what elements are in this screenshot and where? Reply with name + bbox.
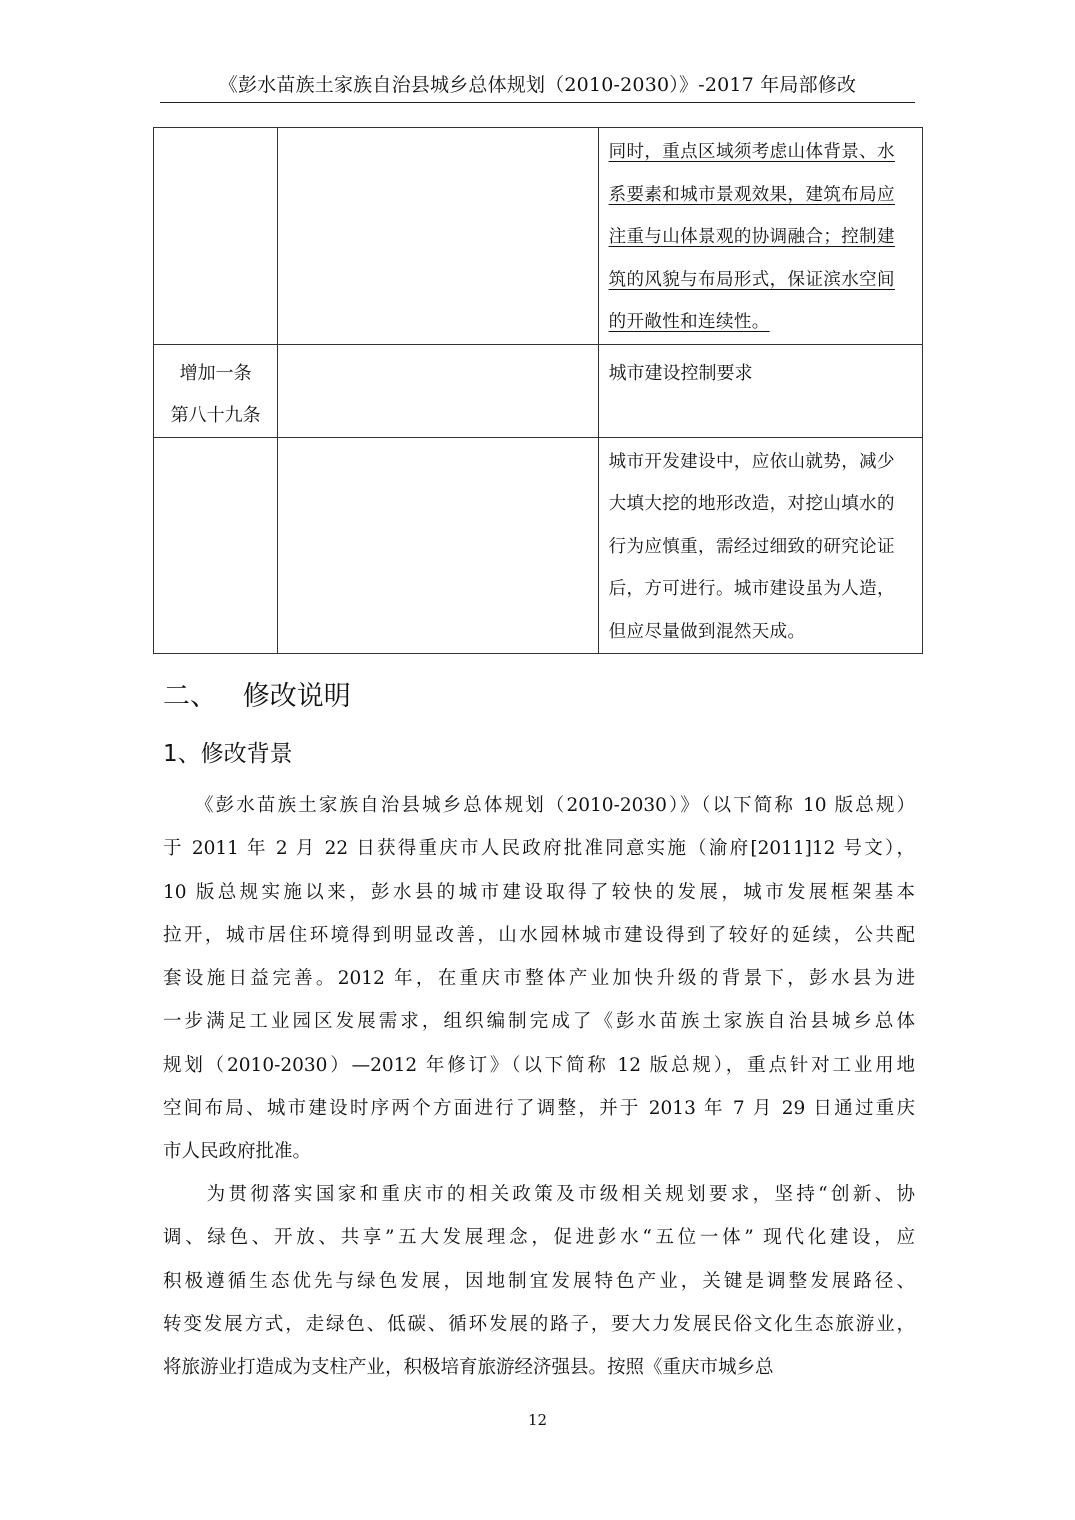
table-row xyxy=(154,437,923,654)
page-header: 《彭水苗族土家族自治县城乡总体规划（2010-2030）》-2017 年局部修改 xyxy=(218,74,857,96)
paragraph-line: 调、绿色、开放、共享”五大发展理念，促进彭水“五位一体” 现代化建设，应 xyxy=(163,1227,915,1249)
paragraph-line: 空间布局、城市建设时序两个方面进行了调整，并于 2013 年 7 月 29 日通过重庆 xyxy=(163,1098,915,1120)
table-cell-original xyxy=(278,437,598,654)
revised-line: 同时，重点区域须考虑山体背景、水 xyxy=(608,142,895,162)
table-row xyxy=(154,128,923,345)
article-line: 增加一条 xyxy=(179,362,252,384)
subsection-heading: 1、修改背景 xyxy=(163,741,293,767)
revised-line: 大填大挖的地形改造，对挖山填水的 xyxy=(608,494,895,514)
paragraph-line: 一步满足工业园区发展需求，组织编制完成了《彭水苗族土家族自治县城乡总体 xyxy=(163,1011,915,1033)
table-cell-article xyxy=(154,344,278,437)
header-rule xyxy=(160,102,915,103)
revised-text xyxy=(599,438,922,654)
revised-line: 筑的风貌与布局形式，保证滨水空间 xyxy=(608,269,895,290)
paragraph-line: 《彭水苗族土家族自治县城乡总体规划（2010-2030）》（以下简称 10 版总规） xyxy=(163,795,915,816)
revised-line: 的开敞性和连续性。 xyxy=(608,312,770,332)
paragraph-line: 10 版总规实施以来，彭水县的城市建设取得了较快的发展，城市发展框架基本 xyxy=(163,881,915,903)
paragraph-background xyxy=(163,784,915,1174)
paragraph-line: 市人民政府批准。 xyxy=(163,1141,312,1163)
revised-text xyxy=(599,128,922,344)
paragraph-line: 套设施日益完善。2012 年，在重庆市整体产业加快升级的背景下，彭水县为进 xyxy=(163,968,915,990)
section-heading: 二、 修改说明 xyxy=(163,681,351,712)
revised-line: 但应尽量做到混然天成。 xyxy=(608,621,806,642)
paragraph-line: 拉开，城市居住环境得到明显改善，山水园林城市建设得到了较好的延续，公共配 xyxy=(163,924,915,946)
revised-title: 城市建设控制要求 xyxy=(608,362,753,384)
revised-line: 注重与山体景观的协调融合；控制建 xyxy=(608,227,895,247)
page-number: 12 xyxy=(527,1411,548,1429)
table-cell-revised xyxy=(598,344,922,437)
table-cell-article xyxy=(154,128,278,345)
revised-line: 行为应慎重，需经过细致的研究论证 xyxy=(608,536,895,557)
amendment-table xyxy=(153,127,923,654)
paragraph-line: 积极遵循生态优先与绿色发展，因地制宜发展特色产业，关键是调整发展路径、 xyxy=(163,1270,915,1292)
paragraph-line: 规划（2010-2030）—2012 年修订》（以下简称 12 版总规），重点针对工业用地 xyxy=(163,1054,915,1076)
paragraph-line: 将旅游业打造成为支柱产业，积极培育旅游经济强县。按照《重庆市城乡总 xyxy=(163,1357,774,1379)
revised-line: 城市开发建设中，应依山就势，减少 xyxy=(608,451,895,472)
article-line: 第八十九条 xyxy=(170,404,261,426)
table-cell-revised xyxy=(598,437,922,654)
table-cell-article xyxy=(154,437,278,654)
table-row xyxy=(154,344,923,437)
paragraph-line: 于 2011 年 2 月 22 日获得重庆市人民政府批准同意实施（渝府[2011]12 号文）， xyxy=(163,838,915,860)
paragraph-line: 转变发展方式，走绿色、低碳、循环发展的路子，要大力发展民俗文化生态旅游业， xyxy=(163,1313,915,1335)
revised-line: 后，方可进行。城市建设虽为人造， xyxy=(608,579,895,599)
paragraph-line: 为贯彻落实国家和重庆市的相关政策及市级相关规划要求，坚持“创新、协 xyxy=(163,1184,915,1205)
table-cell-original xyxy=(278,344,598,437)
table-cell-original xyxy=(278,128,598,345)
paragraph-policy xyxy=(163,1173,915,1389)
table-cell-revised xyxy=(598,128,922,345)
article-label xyxy=(154,345,277,437)
revised-line: 系要素和城市景观效果，建筑布局应 xyxy=(608,184,895,205)
